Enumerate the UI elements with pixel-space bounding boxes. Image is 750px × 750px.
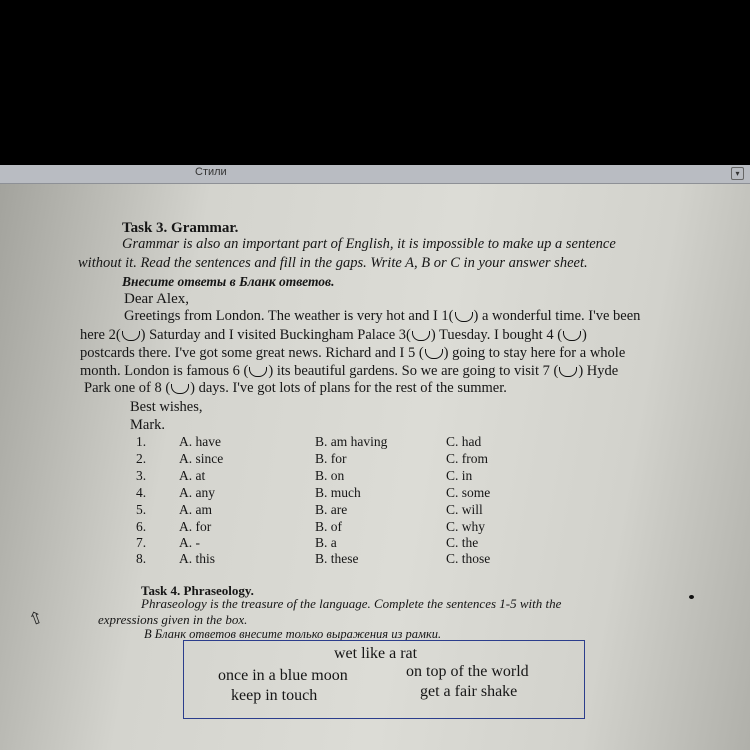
expression-item: keep in touch [231, 687, 318, 704]
expressions-box [183, 640, 585, 719]
letter-line-1: Greetings from London. The weather is very hot and I 1( ) a wonderful time. I've been [124, 308, 641, 324]
letter-line-2: here 2( ) Saturday and I visited Buckingham Palace 3( ) Tuesday. I bought 4 ( ) [80, 327, 587, 343]
option-choice-a: A. since [179, 451, 224, 466]
expression-item: wet like a rat [334, 645, 418, 662]
gap-4 [563, 331, 581, 341]
option-number: 8. [136, 551, 147, 566]
task4-ru-instruction: В Бланк ответов внесите только выражения из рамки. [144, 627, 442, 641]
option-choice-c: C. the [446, 535, 479, 550]
option-choice-a: A. this [179, 551, 216, 566]
expression-item: once in a blue moon [218, 667, 348, 684]
option-choice-a: A. at [179, 468, 206, 483]
option-choice-b: B. of [315, 519, 342, 534]
expression-item: on top of the world [406, 663, 529, 680]
gap-5 [425, 349, 443, 359]
option-number: 1. [136, 434, 147, 449]
option-choice-c: C. why [446, 519, 486, 534]
task4-instruction-2: expressions given in the box. [98, 612, 248, 627]
option-choice-b: B. on [315, 468, 345, 483]
task3-instruction-1: Grammar is also an important part of English, it is impossible to make up a sentence [122, 236, 616, 252]
task4-instruction-1: Phraseology is the treasure of the language. Complete the sentences 1-5 with the [141, 596, 562, 611]
option-number: 2. [136, 451, 147, 466]
option-choice-b: B. these [315, 551, 359, 566]
styles-label[interactable]: Стили [195, 166, 227, 178]
option-number: 4. [136, 485, 147, 500]
option-choice-b: B. are [315, 502, 348, 517]
letter-line-4: month. London is famous 6 ( ) its beautiful gardens. So we are going to visit 7 ( ) Hyde [80, 363, 619, 379]
letter-line-3: postcards there. I've got some great news. Richard and I 5 ( ) going to stay here for a whole [80, 345, 626, 361]
option-number: 7. [136, 535, 147, 550]
expand-icon[interactable]: ▾ [731, 167, 744, 180]
option-number: 3. [136, 468, 147, 483]
document-page [0, 178, 750, 750]
expression-item: get a fair shake [420, 683, 518, 700]
cursor-arrow-icon: ⇧ [26, 607, 47, 631]
option-choice-c: C. from [446, 451, 488, 466]
document-body [0, 184, 750, 750]
option-choice-b: B. much [315, 485, 361, 500]
option-choice-c: C. those [446, 551, 491, 566]
gap-1 [455, 312, 473, 322]
option-choice-c: C. had [446, 434, 482, 449]
option-choice-b: B. a [315, 535, 337, 550]
letter-closing: Best wishes, [130, 399, 203, 415]
gap-6 [249, 367, 267, 377]
option-number: 6. [136, 519, 147, 534]
option-choice-a: A. have [179, 434, 221, 449]
option-choice-a: A. - [179, 535, 200, 550]
option-number: 5. [136, 502, 147, 517]
gap-8 [171, 384, 189, 394]
task3-instruction-2: without it. Read the sentences and fill in the gaps. Write A, B or C in your answer sheet. [78, 255, 588, 271]
task3-ru-instruction: Внесите ответы в Бланк ответов. [122, 274, 335, 289]
styles-toolbar [0, 165, 750, 184]
gap-7 [559, 367, 577, 377]
option-choice-c: C. in [446, 468, 473, 483]
task3-title: Task 3. Grammar. [122, 220, 239, 236]
option-choice-c: C. will [446, 502, 483, 517]
bullet-mark [689, 595, 694, 599]
letter-signature: Mark. [130, 417, 166, 433]
option-choice-c: C. some [446, 485, 491, 500]
option-choice-b: B. for [315, 451, 347, 466]
gap-3 [412, 331, 430, 341]
option-choice-b: B. am having [315, 434, 388, 449]
option-choice-a: A. am [179, 502, 212, 517]
letter-greeting: Dear Alex, [124, 291, 189, 307]
task4-title: Task 4. Phraseology. [141, 583, 254, 598]
option-choice-a: A. for [179, 519, 212, 534]
letter-line-5: Park one of 8 ( ) days. I've got lots of plans for the rest of the summer. [84, 380, 507, 396]
gap-2 [122, 331, 140, 341]
option-choice-a: A. any [179, 485, 215, 500]
